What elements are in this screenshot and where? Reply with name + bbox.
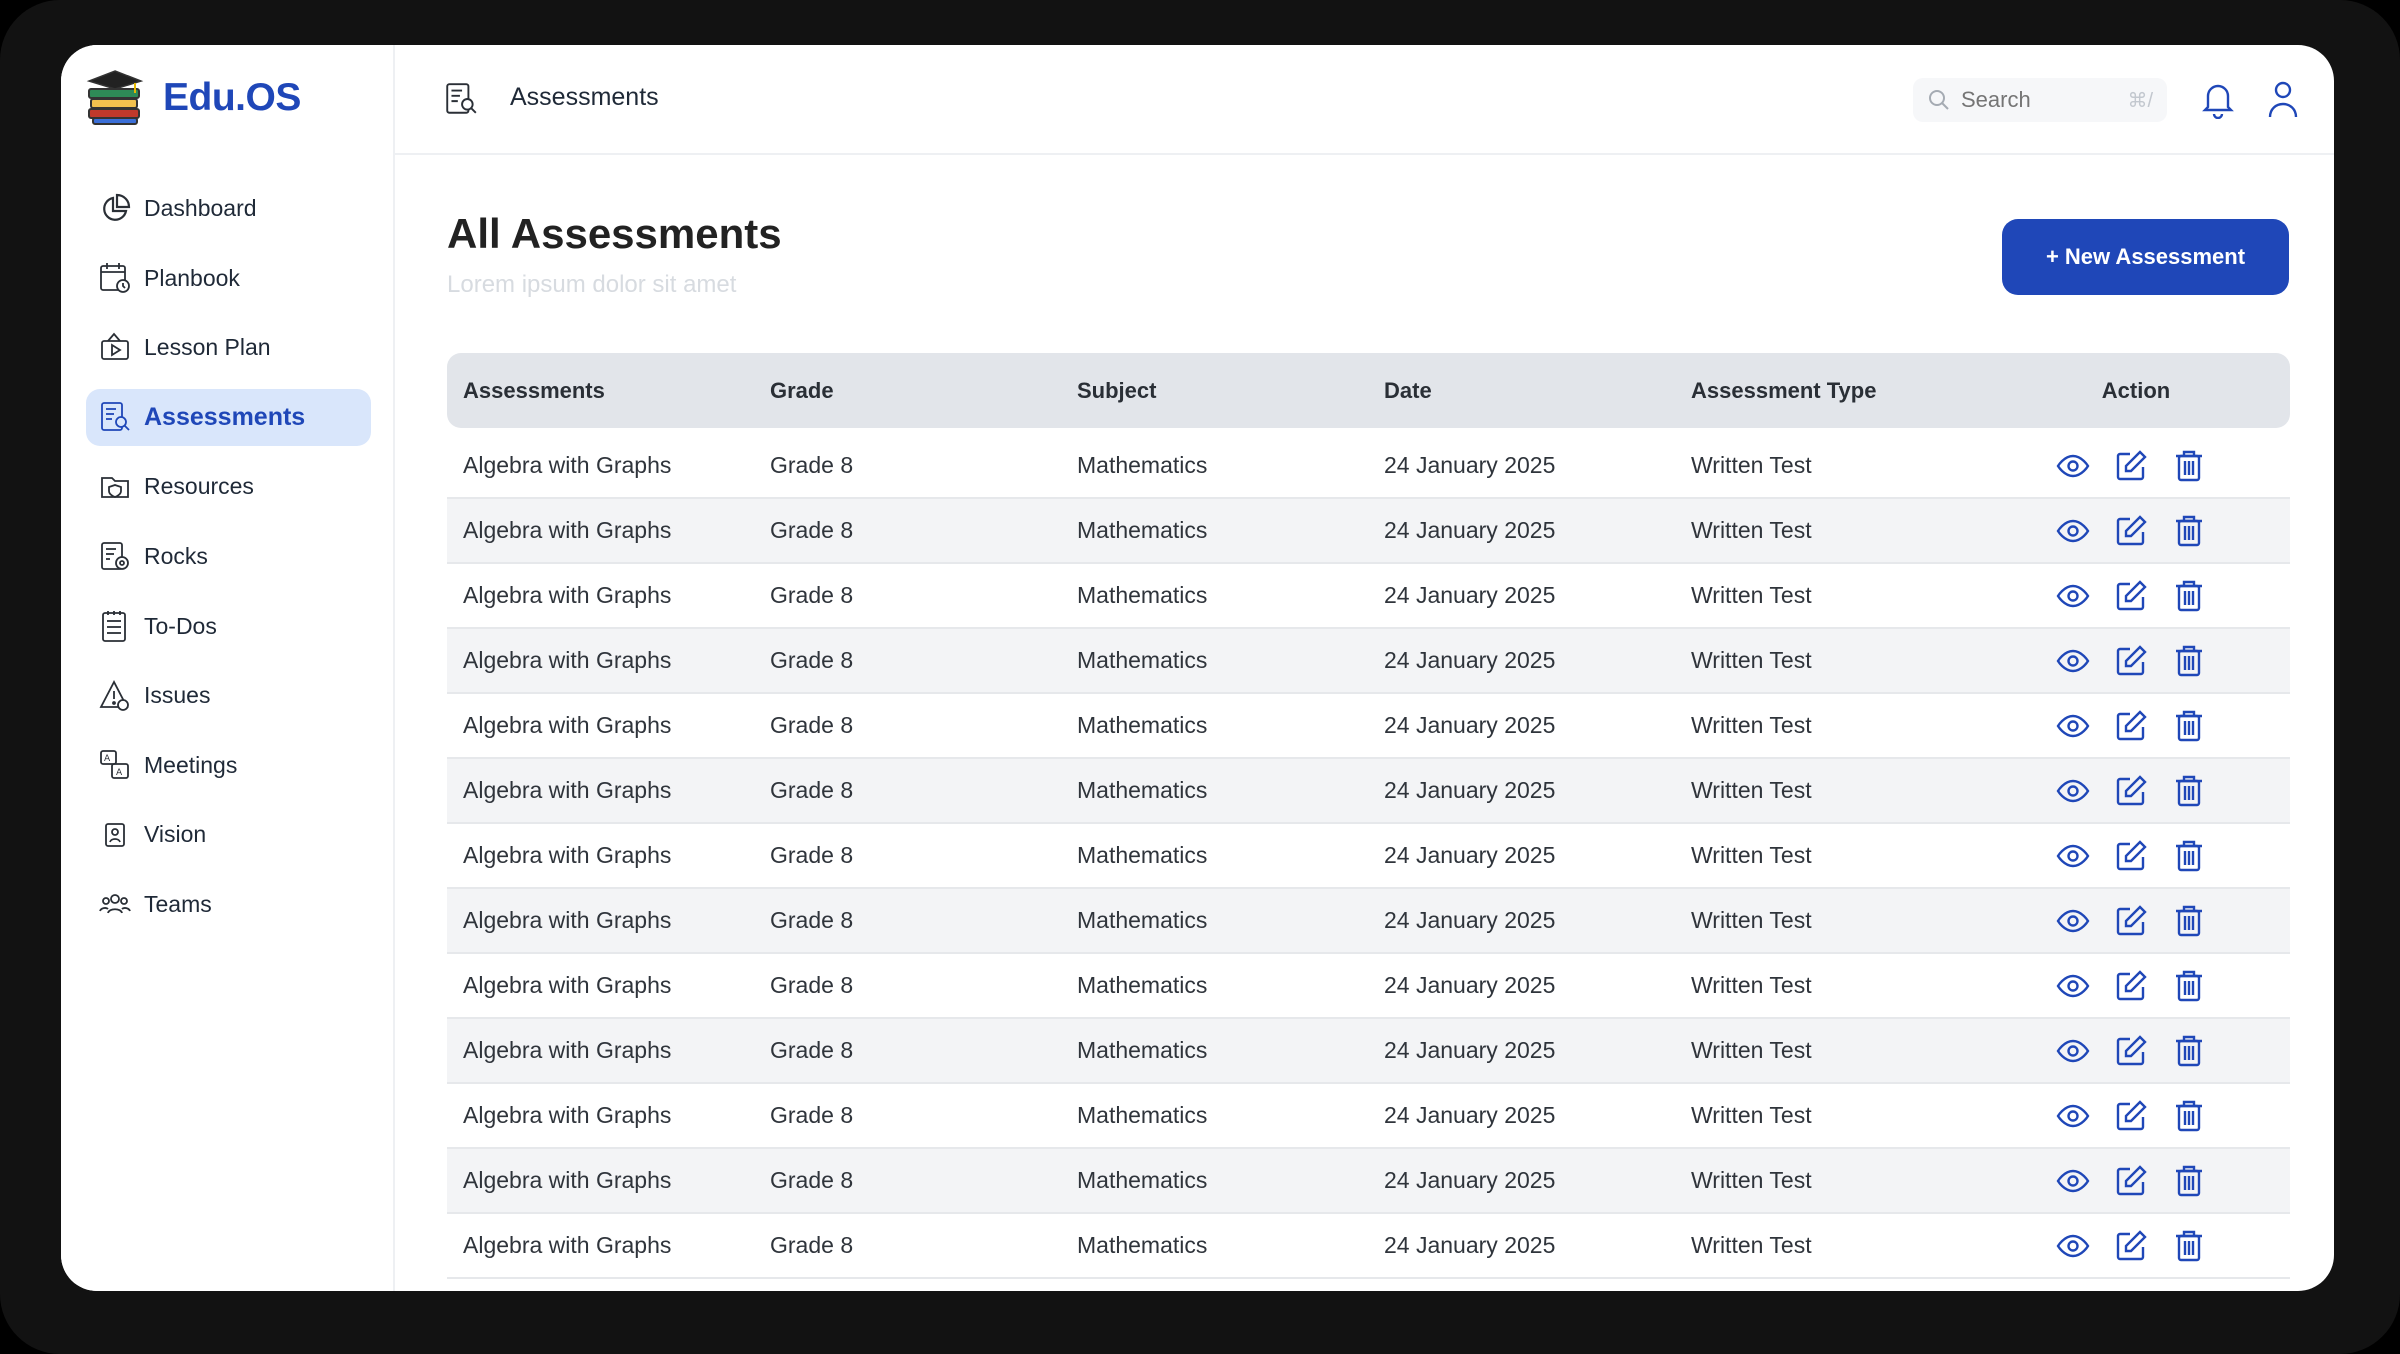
delete-icon[interactable] [2172,644,2206,678]
edit-icon[interactable] [2114,1229,2148,1263]
search-shortcut: ⌘/ [2127,90,2153,112]
search-input[interactable] [1961,87,2111,113]
sidebar-item-assessments[interactable] [86,389,371,446]
view-icon[interactable] [2056,514,2090,548]
sidebar-item-meetings[interactable] [86,737,371,794]
meetings-icon [98,748,132,782]
sidebar-item-todos[interactable] [86,598,371,655]
table-row[interactable] [447,1084,2290,1149]
table-body [447,434,2290,1279]
cell-actions [1982,839,2290,873]
cell-assessment: Algebra with Graphs [463,777,672,803]
cell-grade: Grade 8 [770,972,854,998]
cell-actions [1982,449,2290,483]
delete-icon[interactable] [2172,1034,2206,1068]
assessments-table [447,353,2290,1279]
edit-icon[interactable] [2114,514,2148,548]
sidebar-item-teams[interactable] [86,876,371,933]
app-name: Edu.OS [163,76,301,119]
view-icon[interactable] [2056,839,2090,873]
cell-actions [1982,644,2290,678]
sidebar-item-vision[interactable] [86,806,371,863]
cell-actions [1982,1099,2290,1133]
cell-grade: Grade 8 [770,842,854,868]
cell-assessment: Algebra with Graphs [463,712,672,738]
cell-grade: Grade 8 [770,1232,854,1258]
bell-icon[interactable] [2200,79,2236,119]
assessments-icon [443,81,479,117]
planbook-icon [98,261,132,295]
cell-date: 24 January 2025 [1384,582,1556,608]
cell-assessment-type: Written Test [1691,907,1812,933]
cell-date: 24 January 2025 [1384,712,1556,738]
column-header[interactable]: Assessment Type [1691,377,1877,403]
table-row[interactable] [447,759,2290,824]
cell-actions [1982,1164,2290,1198]
cell-assessment-type: Written Test [1691,1037,1812,1063]
sidebar-item-label: Dashboard [144,195,257,221]
view-icon[interactable] [2056,579,2090,613]
cell-date: 24 January 2025 [1384,972,1556,998]
cell-subject: Mathematics [1077,1102,1208,1128]
new-assessment-button[interactable]: + New Assessment [2002,219,2289,295]
cell-actions [1982,904,2290,938]
cell-date: 24 January 2025 [1384,1167,1556,1193]
table-row[interactable] [447,434,2290,499]
edit-icon[interactable] [2114,969,2148,1003]
column-header: Action [2101,377,2171,403]
cell-subject: Mathematics [1077,452,1208,478]
svg-text:A: A [104,754,111,765]
cell-assessment-type: Written Test [1691,842,1812,868]
view-icon[interactable] [2056,1099,2090,1133]
sidebar-item-label: Issues [144,682,211,709]
cell-actions [1982,1034,2290,1068]
assessments-icon [98,400,132,434]
sidebar-item-label: Lesson Plan [144,334,271,361]
cell-grade: Grade 8 [770,1167,854,1193]
sidebar [61,45,395,1291]
sidebar-item-label: Resources [144,473,254,500]
cell-grade: Grade 8 [770,1037,854,1063]
cell-grade: Grade 8 [770,777,854,803]
sidebar-item-label: Assessments [144,402,306,431]
edit-icon[interactable] [2114,774,2148,808]
delete-icon[interactable] [2172,1164,2206,1198]
view-icon[interactable] [2056,1034,2090,1068]
issues-icon [98,679,132,713]
cell-date: 24 January 2025 [1384,517,1556,543]
sidebar-item-issues[interactable] [86,667,371,724]
cell-assessment-type: Written Test [1691,582,1812,608]
cell-grade: Grade 8 [770,582,854,608]
sidebar-item-planbook[interactable] [86,250,371,307]
view-icon[interactable] [2056,1229,2090,1263]
delete-icon[interactable] [2172,514,2206,548]
cell-assessment-type: Written Test [1691,777,1812,803]
cell-subject: Mathematics [1077,582,1208,608]
table-row[interactable] [447,1214,2290,1279]
todo-list-icon [98,609,132,643]
view-icon[interactable] [2056,1164,2090,1198]
delete-icon[interactable] [2172,709,2206,743]
cell-assessment: Algebra with Graphs [463,582,672,608]
view-icon[interactable] [2056,709,2090,743]
svg-text:A: A [116,768,123,779]
sidebar-item-resources[interactable] [86,458,371,515]
cell-subject: Mathematics [1077,1232,1208,1258]
cell-assessment: Algebra with Graphs [463,452,672,478]
cell-assessment: Algebra with Graphs [463,1102,672,1128]
cell-assessment-type: Written Test [1691,517,1812,543]
cell-grade: Grade 8 [770,647,854,673]
cell-date: 24 January 2025 [1384,1232,1556,1258]
edit-icon[interactable] [2114,1164,2148,1198]
cell-subject: Mathematics [1077,647,1208,673]
column-header[interactable]: Date [1384,377,1432,403]
view-icon[interactable] [2056,969,2090,1003]
cell-assessment-type: Written Test [1691,1102,1812,1128]
cell-assessment: Algebra with Graphs [463,972,672,998]
cell-subject: Mathematics [1077,842,1208,868]
vision-icon [98,818,132,852]
delete-icon[interactable] [2172,1099,2206,1133]
cell-assessment-type: Written Test [1691,452,1812,478]
top-bar [395,45,2334,155]
cell-grade: Grade 8 [770,907,854,933]
cell-subject: Mathematics [1077,1167,1208,1193]
edit-icon[interactable] [2114,1034,2148,1068]
cell-assessment: Algebra with Graphs [463,1232,672,1258]
search-box[interactable] [1913,78,2167,122]
view-icon[interactable] [2056,644,2090,678]
delete-icon[interactable] [2172,774,2206,808]
books-graduation-cap-icon [85,69,145,127]
table-row[interactable] [447,889,2290,954]
edit-icon[interactable] [2114,839,2148,873]
cell-date: 24 January 2025 [1384,777,1556,803]
view-icon[interactable] [2056,904,2090,938]
cell-subject: Mathematics [1077,777,1208,803]
cell-grade: Grade 8 [770,452,854,478]
cell-subject: Mathematics [1077,972,1208,998]
delete-icon[interactable] [2172,839,2206,873]
teams-icon [98,887,132,921]
cell-subject: Mathematics [1077,907,1208,933]
cell-grade: Grade 8 [770,1102,854,1128]
cell-actions [1982,709,2290,743]
cell-date: 24 January 2025 [1384,452,1556,478]
edit-icon[interactable] [2114,644,2148,678]
cell-assessment: Algebra with Graphs [463,907,672,933]
sidebar-nav [86,180,371,946]
edit-icon[interactable] [2114,449,2148,483]
cell-subject: Mathematics [1077,517,1208,543]
lesson-plan-icon [98,331,132,365]
sidebar-item-label: To-Dos [144,612,217,639]
cell-assessment-type: Written Test [1691,972,1812,998]
cell-assessment-type: Written Test [1691,712,1812,738]
cell-date: 24 January 2025 [1384,1102,1556,1128]
cell-date: 24 January 2025 [1384,1037,1556,1063]
cell-assessment: Algebra with Graphs [463,1037,672,1063]
table-row[interactable] [447,824,2290,889]
cell-assessment-type: Written Test [1691,1232,1812,1258]
table-header [447,353,2290,428]
cell-date: 24 January 2025 [1384,907,1556,933]
search-icon [1927,88,1951,112]
view-icon[interactable] [2056,774,2090,808]
cell-assessment-type: Written Test [1691,647,1812,673]
sidebar-item-label: Meetings [144,751,238,778]
cell-actions [1982,969,2290,1003]
resources-icon [98,470,132,504]
page-subtitle: Lorem ipsum dolor sit amet [447,271,737,298]
table-row[interactable] [447,1019,2290,1084]
pie-chart-icon [98,192,132,226]
column-header[interactable]: Subject [1077,377,1157,403]
cell-actions [1982,579,2290,613]
table-row[interactable] [447,954,2290,1019]
sidebar-item-label: Rocks [144,542,208,569]
delete-icon[interactable] [2172,579,2206,613]
page-title: All Assessments [447,210,782,257]
cell-assessment-type: Written Test [1691,1167,1812,1193]
app-screen [61,45,2334,1291]
cell-assessment: Algebra with Graphs [463,842,672,868]
edit-icon[interactable] [2114,579,2148,613]
table-row[interactable] [447,1149,2290,1214]
sidebar-item-dashboard[interactable] [86,180,371,237]
sidebar-item-lesson-plan[interactable] [86,319,371,376]
cell-actions [1982,514,2290,548]
cell-grade: Grade 8 [770,712,854,738]
delete-icon[interactable] [2172,449,2206,483]
user-icon[interactable] [2266,79,2300,119]
sidebar-item-label: Planbook [144,264,240,291]
cell-subject: Mathematics [1077,712,1208,738]
cell-assessment: Algebra with Graphs [463,1167,672,1193]
table-row[interactable] [447,629,2290,694]
edit-icon[interactable] [2114,1099,2148,1133]
cell-actions [1982,1229,2290,1263]
edit-icon[interactable] [2114,904,2148,938]
rocks-icon [98,539,132,573]
cell-assessment: Algebra with Graphs [463,647,672,673]
table-row[interactable] [447,694,2290,759]
delete-icon[interactable] [2172,1229,2206,1263]
sidebar-item-label: Teams [144,890,212,917]
cell-actions [1982,774,2290,808]
table-row[interactable] [447,564,2290,629]
table-row[interactable] [447,499,2290,564]
delete-icon[interactable] [2172,969,2206,1003]
app-logo[interactable] [85,69,301,127]
sidebar-item-rocks[interactable] [86,528,371,585]
column-header[interactable]: Assessments [463,377,605,403]
cell-grade: Grade 8 [770,517,854,543]
sidebar-item-label: Vision [144,821,207,848]
edit-icon[interactable] [2114,709,2148,743]
delete-icon[interactable] [2172,904,2206,938]
cell-subject: Mathematics [1077,1037,1208,1063]
cell-assessment: Algebra with Graphs [463,517,672,543]
breadcrumb: Assessments [510,83,659,111]
cell-date: 24 January 2025 [1384,842,1556,868]
cell-date: 24 January 2025 [1384,647,1556,673]
column-header[interactable]: Grade [770,377,834,403]
view-icon[interactable] [2056,449,2090,483]
